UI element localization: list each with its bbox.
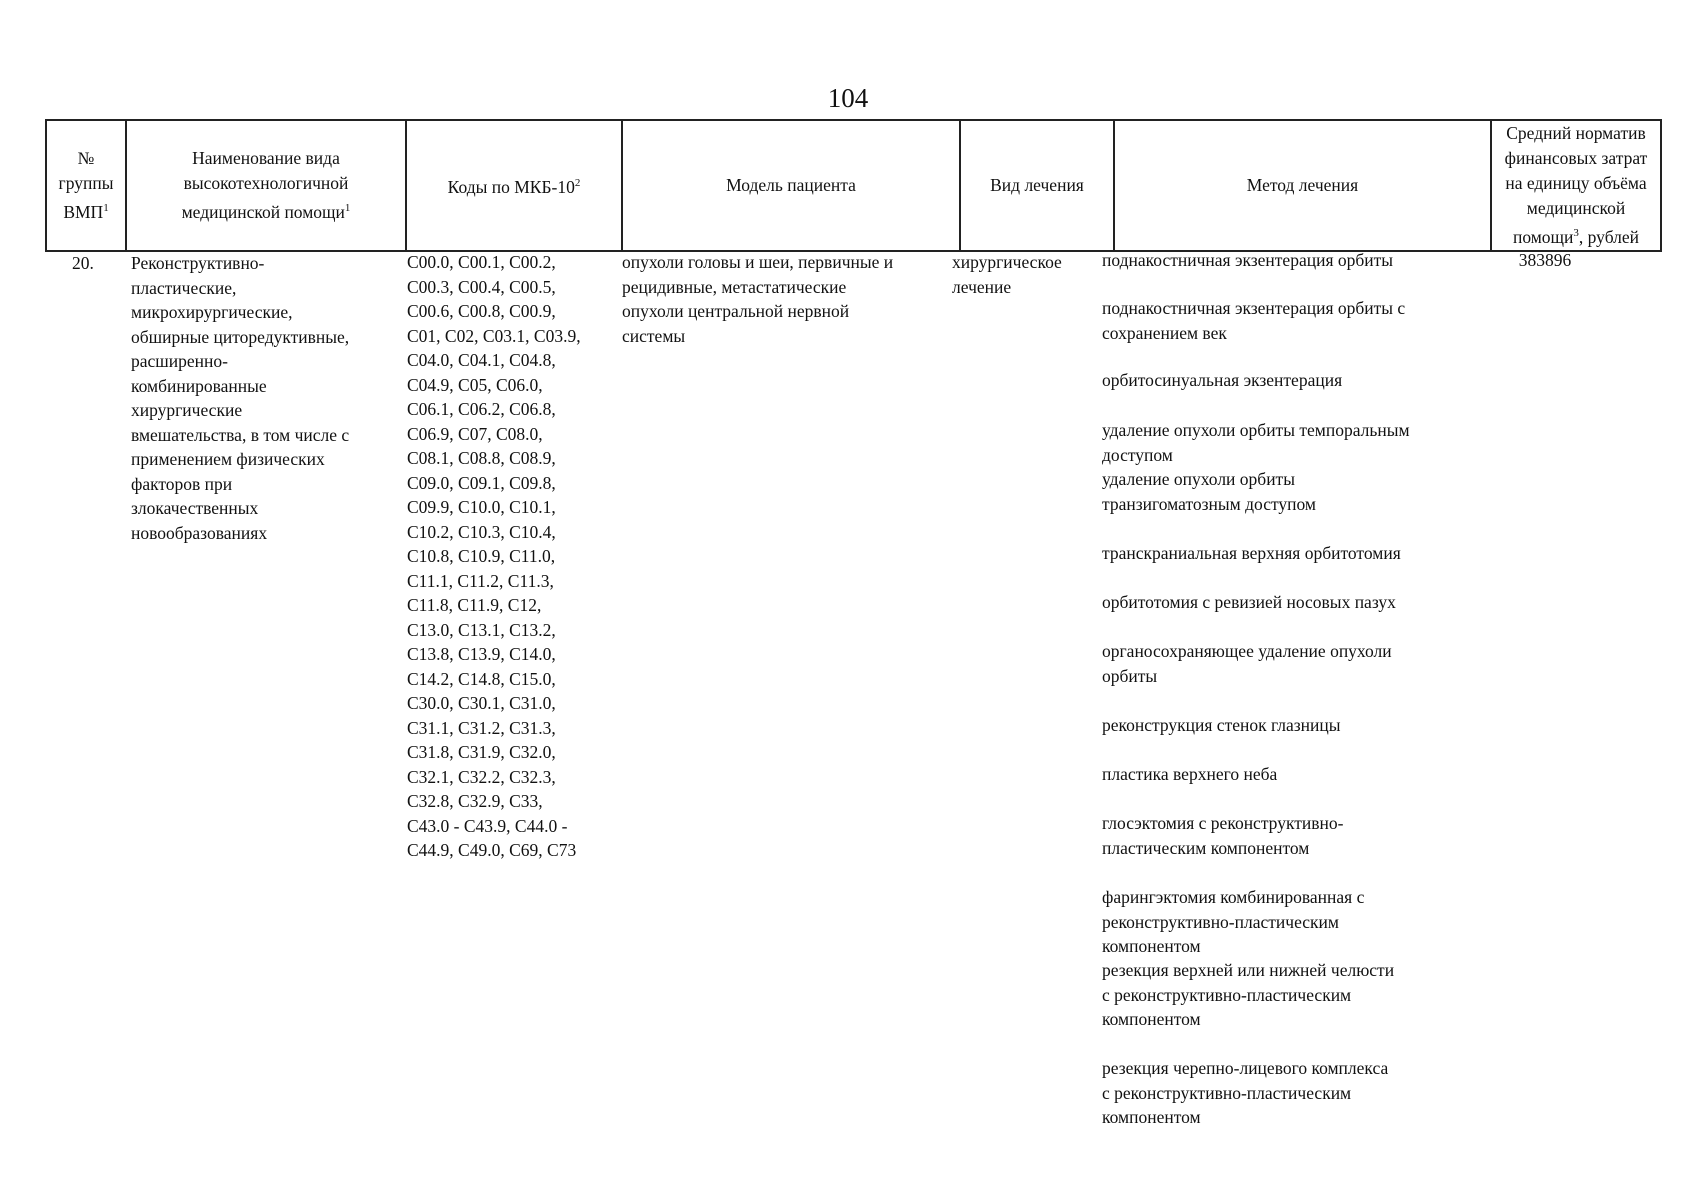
method-item: орбитосинуальная экзентерация [1102, 370, 1343, 390]
method-item: поднакостничная экзентерация орбиты [1102, 250, 1394, 270]
header-vmp-name: Наименование вида высокотехнологичной медицинской помощи$^1$ [126, 120, 406, 251]
method-item: пластика верхнего неба [1102, 764, 1278, 784]
average-cost: 383896 [1518, 250, 1572, 270]
table-header [45, 119, 1662, 252]
method-item: резекция верхней или нижней челюсти с реконструктивно-пластическим компонентом [1102, 960, 1395, 1029]
method-item: орбитотомия с ревизией носовых пазух [1102, 592, 1396, 612]
icd-codes: C00.0, C00.1, C00.2, C00.3, C00.4, C00.5, C00.6, C00.8, C00.9, C01, C02, C03.1, C03.9, C04.0, C04.1, C04.8, C04.9, C05, C06.0, C06.1, C06.2, C06.8, C06.9, C07, C08.0, C08.1, C08.8, C08.9, C09.0, C09.1, C09.8, C09.9, C10.0, C10.1, C10.2, C10.3, C10.4, C10.8, C10.9, C11.0, C11.1, C11.2, C11.3, C11.8, C11.9, C12, C13.0, C13.1, C13.2, C13.8, C13.9, C14.0, C14.2, C14.8, C15.0, C30.0, C30.1, C31.0, C31.1, C31.2, C31.3, C31.8, C31.9, C32.0, C32.1, C32.2, C32.3, C32.8, C32.9, C33, C43.0 - C43.9, C44.0 - C44.9, C49.0, C69, C73 [407, 252, 581, 860]
header-patient-model: Модель пациента [622, 120, 960, 251]
method-item: фарингэктомия комбинированная с реконструктивно-пластическим компонентом [1102, 887, 1365, 956]
method-item: резекция черепно-лицевого комплекса с реконструктивно-пластическим компонентом [1102, 1058, 1389, 1127]
header-group-number: № группы ВМП$^1$ [46, 120, 126, 251]
header-average-cost: Средний норматив финансовых затрат на единицу объёма медицинской помощи$^3$, рублей [1491, 120, 1661, 251]
method-item: удаление опухоли орбиты транзигоматозным доступом [1102, 469, 1316, 514]
patient-model: опухоли головы и шеи, первичные и рецидивные, метастатические опухоли центральной нервной системы [622, 252, 894, 346]
method-item: удаление опухоли орбиты темпоральным доступом [1102, 420, 1410, 465]
method-item: поднакостничная экзентерация орбиты с сохранением век [1102, 298, 1406, 343]
header-icd-codes: Коды по МКБ-$10^2$ [406, 120, 622, 251]
method-item: глосэктомия с реконструктивно- пластическим компонентом [1102, 813, 1344, 858]
header-treatment-type: Вид лечения [960, 120, 1114, 251]
vmp-name: Реконструктивно- пластические, микрохирургические, обширные циторедуктивные, расширенно- комбинированные хирургические вмешательства, в том числе с применением физических факторов при злокачественных новообразованиях [131, 253, 350, 543]
page-number: 104 [827, 83, 869, 113]
group-number: 20. [72, 253, 94, 273]
treatment-type: хирургическое лечение [952, 252, 1062, 297]
method-item: транскраниальная верхняя орбитотомия [1102, 543, 1401, 563]
method-item: реконструкция стенок глазницы [1102, 715, 1341, 735]
method-item: органосохраняющее удаление опухоли орбиты [1102, 641, 1392, 686]
header-treatment-method: Метод лечения [1114, 120, 1491, 251]
